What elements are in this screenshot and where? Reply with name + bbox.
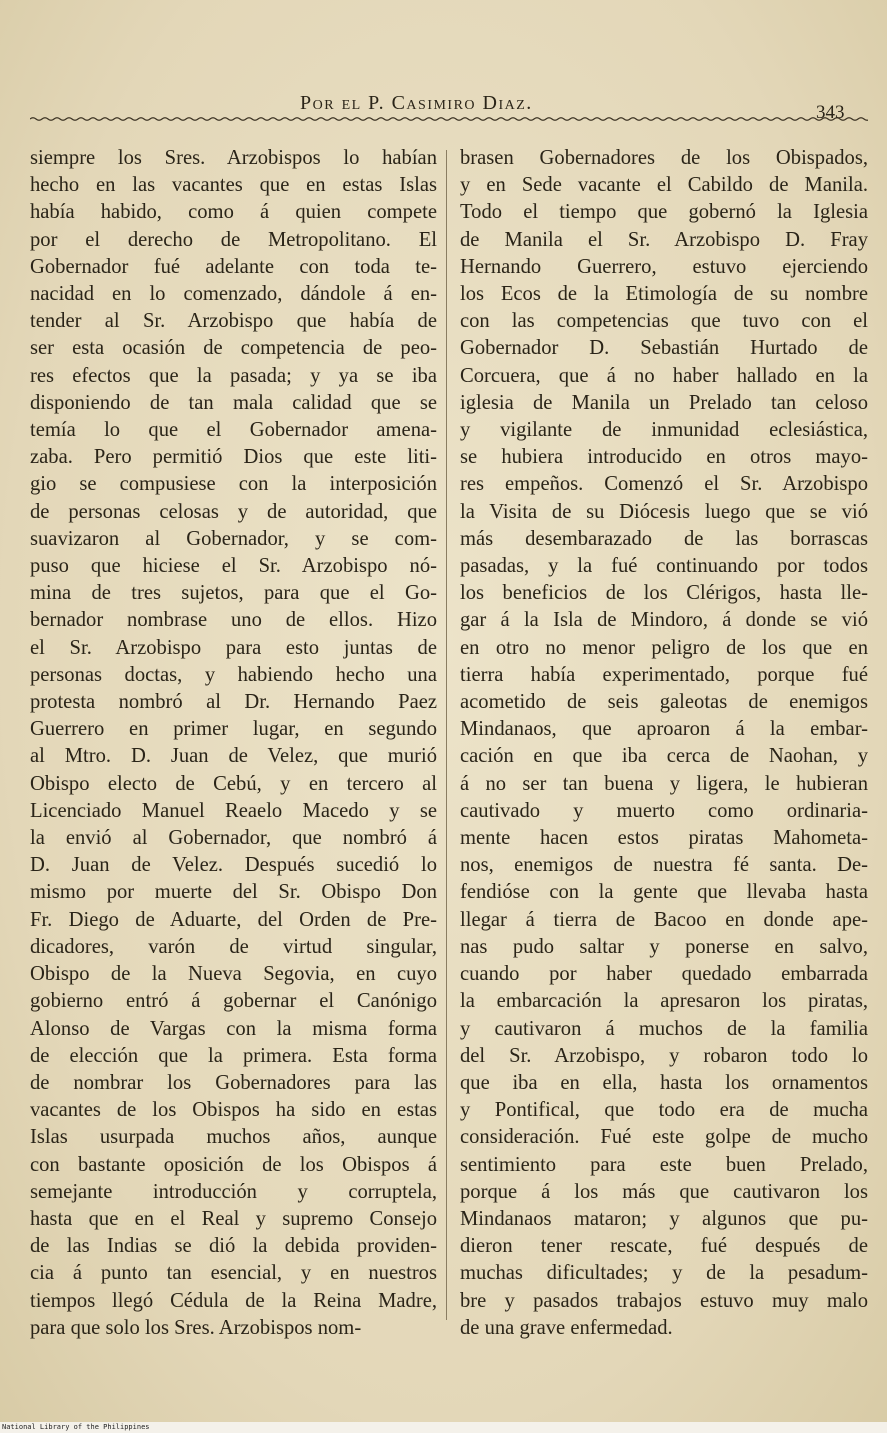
text-line: de elección que la primera. Esta forma [30, 1044, 437, 1067]
text-line: Alonso de Vargas con la misma forma [30, 1017, 437, 1040]
text-line: la Visita de su Diócesis luego que se vió [460, 500, 868, 523]
text-line: ser esta ocasión de competencia de peo- [30, 337, 437, 360]
text-line: mente hacen estos piratas Mahometa- [460, 827, 868, 850]
text-line: res empeños. Comenzó el Sr. Arzobispo [460, 473, 868, 496]
text-line: Licenciado Manuel Reaelo Macedo y se [30, 799, 437, 822]
text-line: tiempos llegó Cédula de la Reina Madre, [30, 1289, 437, 1312]
text-line: Corcuera, que á no haber hallado en la [460, 364, 868, 387]
text-line: se hubiera introducido en otros mayo- [460, 446, 868, 469]
left-text-column [30, 145, 437, 1342]
text-line: dicadores, varón de virtud singular, [30, 935, 437, 958]
text-line: de las Indias se dió la debida providen- [30, 1235, 437, 1258]
text-line: al Mtro. D. Juan de Velez, que murió [30, 745, 437, 768]
text-line: acometido de seis galeotas de enemigos [460, 691, 868, 714]
text-line: zaba. Pero permitió Dios que este liti- [30, 446, 437, 469]
text-line: y en Sede vacante el Cabildo de Manila. [460, 174, 868, 197]
text-line: temía lo que el Gobernador amena- [30, 419, 437, 442]
text-line: pasadas, y la fué continuando por todos [460, 555, 868, 578]
text-line: sentimiento para este buen Prelado, [460, 1153, 868, 1176]
text-line: Mindanaos mataron; y algunos que pu- [460, 1207, 868, 1230]
text-line: hecho en las vacantes que en estas Islas [30, 174, 437, 197]
text-line: á no ser tan buena y ligera, le hubieran [460, 772, 868, 795]
header-wavy-rule [30, 116, 868, 122]
library-credit: National Library of the Philippines [2, 1423, 150, 1431]
text-line: la envió al Gobernador, que nombró á [30, 827, 437, 850]
text-line: puso que hiciese el Sr. Arzobispo nó- [30, 555, 437, 578]
page-number: 343 [816, 102, 845, 123]
text-line: muchas dificultades; y de la pesadum- [460, 1262, 868, 1285]
right-text-column [460, 145, 868, 1342]
text-line: siempre los Sres. Arzobispos lo habían [30, 147, 437, 169]
text-line: Obispo electo de Cebú, y en tercero al [30, 772, 437, 795]
text-line: protesta nombró al Dr. Hernando Paez [30, 691, 437, 714]
text-line: y vigilante de inmunidad eclesiástica, [460, 419, 868, 442]
text-line: tierra había experimentado, porque fué [460, 663, 868, 686]
text-line: llegar á tierra de Bacoo en donde ape- [460, 908, 868, 931]
text-line: cuando por haber quedado embarrada [460, 963, 868, 986]
text-line: los beneficios de los Clérigos, hasta lle- [460, 582, 868, 605]
text-line: los Ecos de la Etimología de su nombre [460, 283, 868, 306]
text-line: por el derecho de Metropolitano. El [30, 228, 437, 251]
text-line: cación en que iba cerca de Naohan, y [460, 745, 868, 768]
text-line: Fr. Diego de Aduarte, del Orden de Pre- [30, 908, 437, 931]
text-line: semejante introducción y corruptela, [30, 1180, 437, 1203]
text-line: iglesia de Manila un Prelado tan celoso [460, 391, 868, 414]
text-line: fendióse con la gente que llevaba hasta [460, 881, 868, 904]
text-line: la embarcación la apresaron los piratas, [460, 990, 868, 1013]
text-line: más desembarazado de las borrascas [460, 527, 868, 550]
text-line: con bastante oposición de los Obispos á [30, 1153, 437, 1176]
text-line: D. Juan de Velez. Después sucedió lo [30, 854, 437, 877]
text-line: dieron tener rescate, fué después de [460, 1235, 868, 1258]
text-line: consideración. Fué este golpe de mucho [460, 1126, 868, 1149]
text-line: Gobernador D. Sebastián Hurtado de [460, 337, 868, 360]
text-line: gio se compusiese con la interposición [30, 473, 437, 496]
text-line: y cautivaron á muchos de la familia [460, 1017, 868, 1040]
text-line: cautivado y muerto como ordinaria- [460, 799, 868, 822]
text-line: el Sr. Arzobispo para esto juntas de [30, 636, 437, 659]
text-line: para que solo los Sres. Arzobispos nom- [30, 1316, 362, 1339]
text-line: con las competencias que tuvo con el [460, 310, 868, 333]
text-line: y Pontifical, que todo era de mucha [460, 1099, 868, 1122]
text-line: brasen Gobernadores de los Obispados, [460, 147, 868, 169]
text-line: Obispo de la Nueva Segovia, en cuyo [30, 963, 437, 986]
text-line: había habido, como á quien compete [30, 201, 437, 224]
text-line: mina de tres sujetos, para que el Go- [30, 582, 437, 605]
text-line: suavizaron al Gobernador, y se com- [30, 527, 437, 550]
text-line: que iba en ella, hasta los ornamentos [460, 1071, 868, 1094]
text-line: vacantes de los Obispos ha sido en estas [30, 1099, 437, 1122]
text-line: Mindanaos, que aproaron á la embar- [460, 718, 868, 741]
text-line: gobierno entró á gobernar el Canónigo [30, 990, 437, 1013]
text-line: Hernando Guerrero, estuvo ejerciendo [460, 255, 868, 278]
text-line: gar á la Isla de Mindoro, á donde se vió [460, 609, 868, 632]
text-line: res efectos que la pasada; y ya se iba [30, 364, 437, 387]
text-line: de Manila el Sr. Arzobispo D. Fray [460, 228, 868, 251]
text-line: Islas usurpada muchos años, aunque [30, 1126, 437, 1149]
text-line: nos, enemigos de nuestra fé santa. De- [460, 854, 868, 877]
text-line: Gobernador fué adelante con toda te- [30, 255, 437, 278]
text-line: Guerrero en primer lugar, en segundo [30, 718, 437, 741]
text-line: tender al Sr. Arzobispo que había de [30, 310, 437, 333]
text-line: de personas celosas y de autoridad, que [30, 500, 437, 523]
text-line: nacidad en lo comenzado, dándole á en- [30, 283, 437, 306]
text-line: en otro no menor peligro de los que en [460, 636, 868, 659]
text-line: hasta que en el Real y supremo Consejo [30, 1207, 437, 1230]
page-header [30, 86, 870, 126]
text-line: nas pudo saltar y ponerse en salvo, [460, 935, 868, 958]
running-title: Por el P. Casimiro Diaz. [300, 92, 533, 114]
text-line: disponiendo de tan mala calidad que se [30, 391, 437, 414]
column-divider [446, 150, 447, 1320]
text-line: bernador nombrase uno de ellos. Hizo [30, 609, 437, 632]
text-line: cia á punto tan esencial, y en nuestros [30, 1262, 437, 1285]
text-line: de nombrar los Gobernadores para las [30, 1071, 437, 1094]
text-line: de una grave enfermedad. [460, 1316, 673, 1339]
text-line: porque á los más que cautivaron los [460, 1180, 868, 1203]
text-line: del Sr. Arzobispo, y robaron todo lo [460, 1044, 868, 1067]
text-line: bre y pasados trabajos estuvo muy malo [460, 1289, 868, 1312]
text-line: Todo el tiempo que gobernó la Iglesia [460, 201, 868, 224]
text-line: mismo por muerte del Sr. Obispo Don [30, 881, 437, 904]
text-line: personas doctas, y habiendo hecho una [30, 663, 437, 686]
